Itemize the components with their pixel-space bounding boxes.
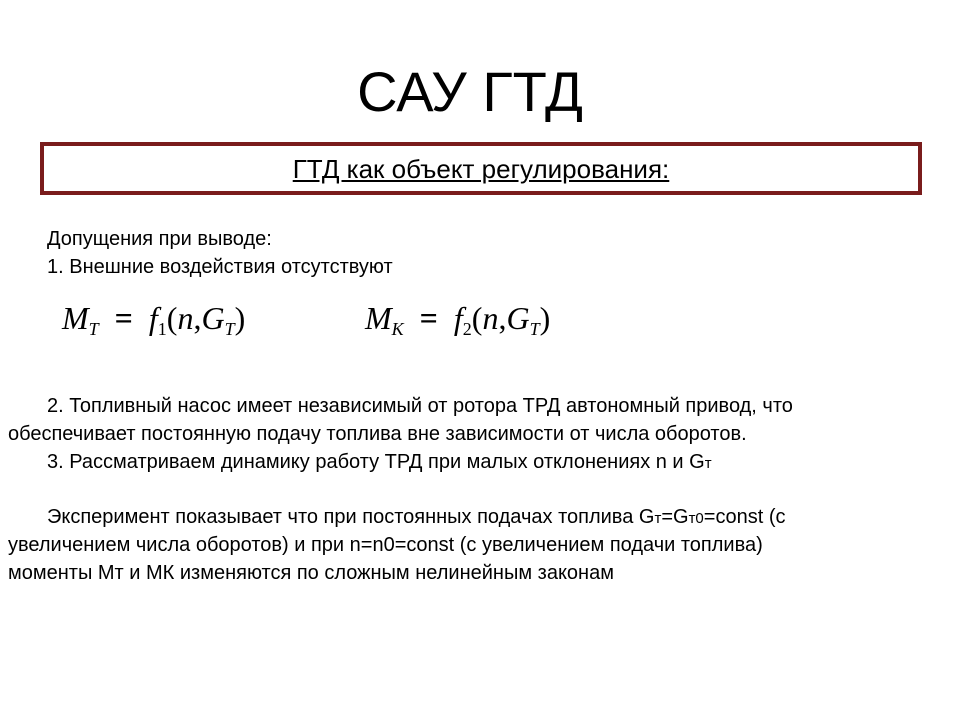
formula-1-lhs: M [62, 300, 89, 336]
formula-2-arg2: G [506, 300, 530, 336]
assumption-3-text: 3. Рассматриваем динамику работу ТРД при малых отклонениях n и G [47, 451, 705, 473]
formula-2-func-sub: 2 [462, 319, 472, 339]
formula-2-arg1: n [482, 300, 499, 336]
formula-2-lhs-sub: K [391, 319, 404, 339]
experiment-line-1-a: Эксперимент показывает что при постоянных подачах топлива G [47, 506, 655, 528]
experiment-line-1 [47, 504, 785, 532]
experiment-line-1-b: =G [661, 506, 689, 528]
formula-1-open: ( [166, 300, 178, 336]
experiment-line-2: увеличением числа оборотов) и при n=n0=const (с увеличением подачи топлива) [8, 534, 763, 556]
formula-1-func: f [148, 300, 158, 336]
subtitle: ГТД как объект регулирования: [292, 154, 670, 184]
experiment-line-3: моменты Мт и МК изменяются по сложным нелинейным законам [8, 562, 614, 584]
formula-1-comma: , [193, 300, 202, 336]
formula-1-arg2-sub: T [224, 319, 235, 339]
formula-2-close: ) [539, 300, 551, 336]
formula-moment-turbine [62, 298, 245, 338]
assumption-2-line-2: обеспечивает постоянную подачу топлива вне зависимости от числа оборотов. [8, 423, 747, 445]
formula-2-func: f [453, 300, 463, 336]
formula-1-arg2: G [201, 300, 225, 336]
experiment-line-1-sub1: т [654, 510, 662, 527]
formula-1-lhs-sub: T [88, 319, 99, 339]
formula-1-eq: = [114, 300, 133, 336]
assumption-3-sub: т [704, 455, 712, 472]
formula-2-lhs: M [365, 300, 392, 336]
assumption-2-line-1: 2. Топливный насос имеет независимый от ротора ТРД автономный привод, что [47, 395, 793, 417]
formula-1-func-sub: 1 [157, 319, 167, 339]
formula-2-comma: , [498, 300, 507, 336]
formula-1-close: ) [234, 300, 246, 336]
formula-2-eq: = [419, 300, 438, 336]
formula-1-arg1: n [177, 300, 194, 336]
assumption-3 [47, 449, 712, 477]
experiment-line-1-sub2: т0 [688, 510, 704, 527]
formula-2-arg2-sub: T [529, 319, 540, 339]
assumptions-header: Допущения при выводе: [47, 228, 272, 250]
formula-moment-compressor [365, 298, 550, 338]
experiment-line-1-c: =const (с [703, 506, 786, 528]
slide-title: САУ ГТД [357, 60, 583, 123]
subtitle-box [40, 142, 922, 195]
formula-2-open: ( [471, 300, 483, 336]
assumption-1: 1. Внешние воздействия отсутствуют [47, 256, 393, 278]
